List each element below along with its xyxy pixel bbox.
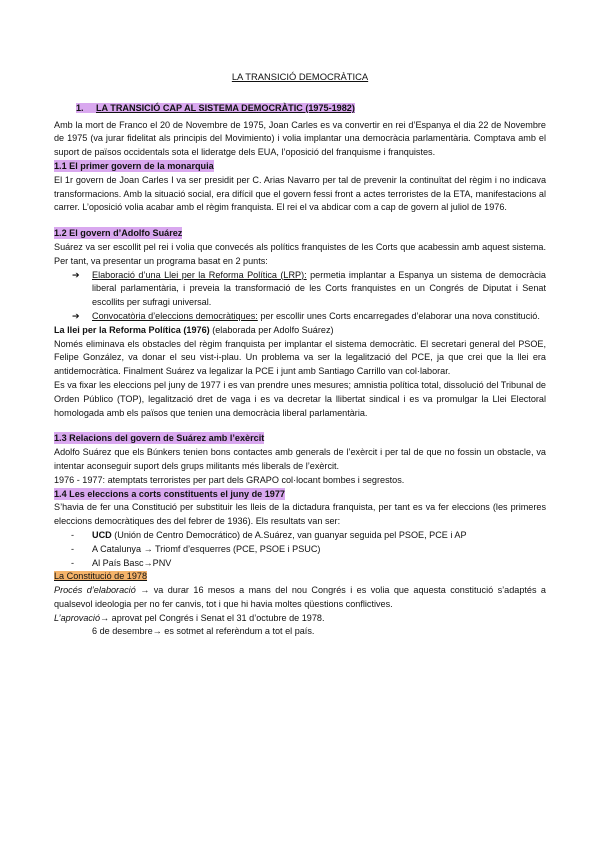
result-item: - Al País Basc→PNV [71,557,172,568]
elections-paragraph: Es va fixar les eleccions pel juny de 1977 i es van prendre unes mesures; amnistia política total, dissolució del Tribunal de Orden Público (TOP), legalització dret de vaga i es va decretar la llibertat sindical i es va promulgar la Llei Electoral homologada amb els països que tenien una democràcia liberal parlamentària. [54,379,546,418]
section-1-3-text: Adolfo Suárez que els Búnkers tenien bons contactes amb generals de l’exèrcit i per tal de que no fossin un obstacle, va intentar aconseguir suport dels grups militants més liberals de l’exèrcit. [54,447,546,471]
terrorism-note: 1976 - 1977: atemptats terroristes per part dels GRAPO col·locant bombes i segrestos. [54,474,405,485]
program-point-label: Convocatòria d’eleccions democràtiques: [92,310,258,321]
section-1-2-text: Suárez va ser escollit pel rei i volia que convecés als polítics franquistes de les Corts que acabessin amb aquest sistema. Per tant, va presentar un programa basat en 2 punts: [54,241,546,266]
section-1-4-text: S’havia de fer una Constitució per substituir les lleis de la dictadura franquista, per tant es va fer eleccions (les primeres eleccions democràtiques des del febrer de 1936). Els resultats van ser: [54,502,546,527]
section-1-1-heading: 1.1 El primer govern de la monarquia [54,160,214,171]
elaboration-paragraph: Procés d’elaboració → va durar 16 mesos a mans del nou Congrés i es volia que aquesta constitució s’adaptés a qualsevol ideologia per no fer canvis, tot i que hi havia moltes qüestions conflictives. [54,585,546,609]
program-point-text: per escollir unes Corts encarregades d’elaborar una nova constitució. [257,310,540,321]
program-point-label: Elaboració d’una Llei per la Reforma Política (LRP): [92,269,307,280]
program-point-text: permetia implantar a Espanya un sistema de democràcia liberal parlamentària, i preveia la transformació de les Corts franquistes en un Congrés de Diputat i Senat escollits per sufragi universal. [92,269,546,308]
section-1-3-heading: 1.3 Relacions del govern de Suárez amb l’exèrcit [54,433,265,444]
referendum-paragraph: 6 de desembre→ es sotmet al referèndum a tot el país. [92,626,315,637]
section-1-number: 1. [76,102,84,113]
section-1-heading [76,102,546,116]
section-1-1-text: El 1r govern de Joan Carles I va ser presidit per C. Arias Navarro per tal de prevenir la continuïtat del règim i no indicava transformacions. Amb la situació social, era difícil que el govern fessi front a actes terroristes de la ETA, manifestacions al carrer. L’oposició volia acabar amb el règim franquista. El rei el va abdicar com a cap de govern al juliol de 1976. [54,174,546,213]
law-paragraph: Només eliminava els obstacles del règim franquista per implantar el sistema democràtic. El secretari general del PSOE, Felipe González, va donar el seu vist-i-plau. Un problema va ser la legalització del PCE, ja que crei que la llei era antidemocràtica. Finalment Suárez va legalizar la PCE i junt amb Santiago Carrillo van col·laborar. [54,338,546,377]
section-1-4-heading: 1.4 Les eleccions a corts constituents el juny de 1977 [54,488,285,499]
program-point-lrp [54,269,546,310]
approval-paragraph: L’aprovació→ aprovat pel Congrés i Senat el 31 d’octubre de 1978. [54,612,325,623]
arrow-icon: ➔ [72,310,80,321]
result-item: - A Catalunya → Triomf d’esquerres (PCE, PSOE i PSUC) [71,543,321,554]
intro-paragraph: Amb la mort de Franco el 20 de Novembre de 1975, Joan Carles es va convertir en rei d’Espanya el dia 22 de Novembre de 1975 (va jurar fidelitat als principis del Movimiento) i volia implantar una democràcia parlamentària. Comptava amb el suport de països occidentals sota el lideratge dels EUA, l’oposició del franquisme i franquistes. [54,119,546,158]
section-1-2-heading: 1.2 El govern d’Adolfo Suárez [54,228,183,239]
law-heading: La llei per la Reforma Política (1976) (elaborada per Adolfo Suárez) [54,324,334,335]
program-point-elections [54,310,546,324]
document-body [54,70,546,639]
constitution-heading: La Constitució de 1978 [54,571,148,582]
arrow-icon: ➔ [72,269,80,280]
document-title: LA TRANSICIÓ DEMOCRÀTICA [231,71,369,82]
section-1-title: LA TRANSICIÓ CAP AL SISTEMA DEMOCRÀTIC (1975-1982) [96,102,355,113]
result-item: - UCD (Unión de Centro Democrático) de A.Suárez, van guanyar seguida pel PSOE, PCE i AP [71,529,467,540]
